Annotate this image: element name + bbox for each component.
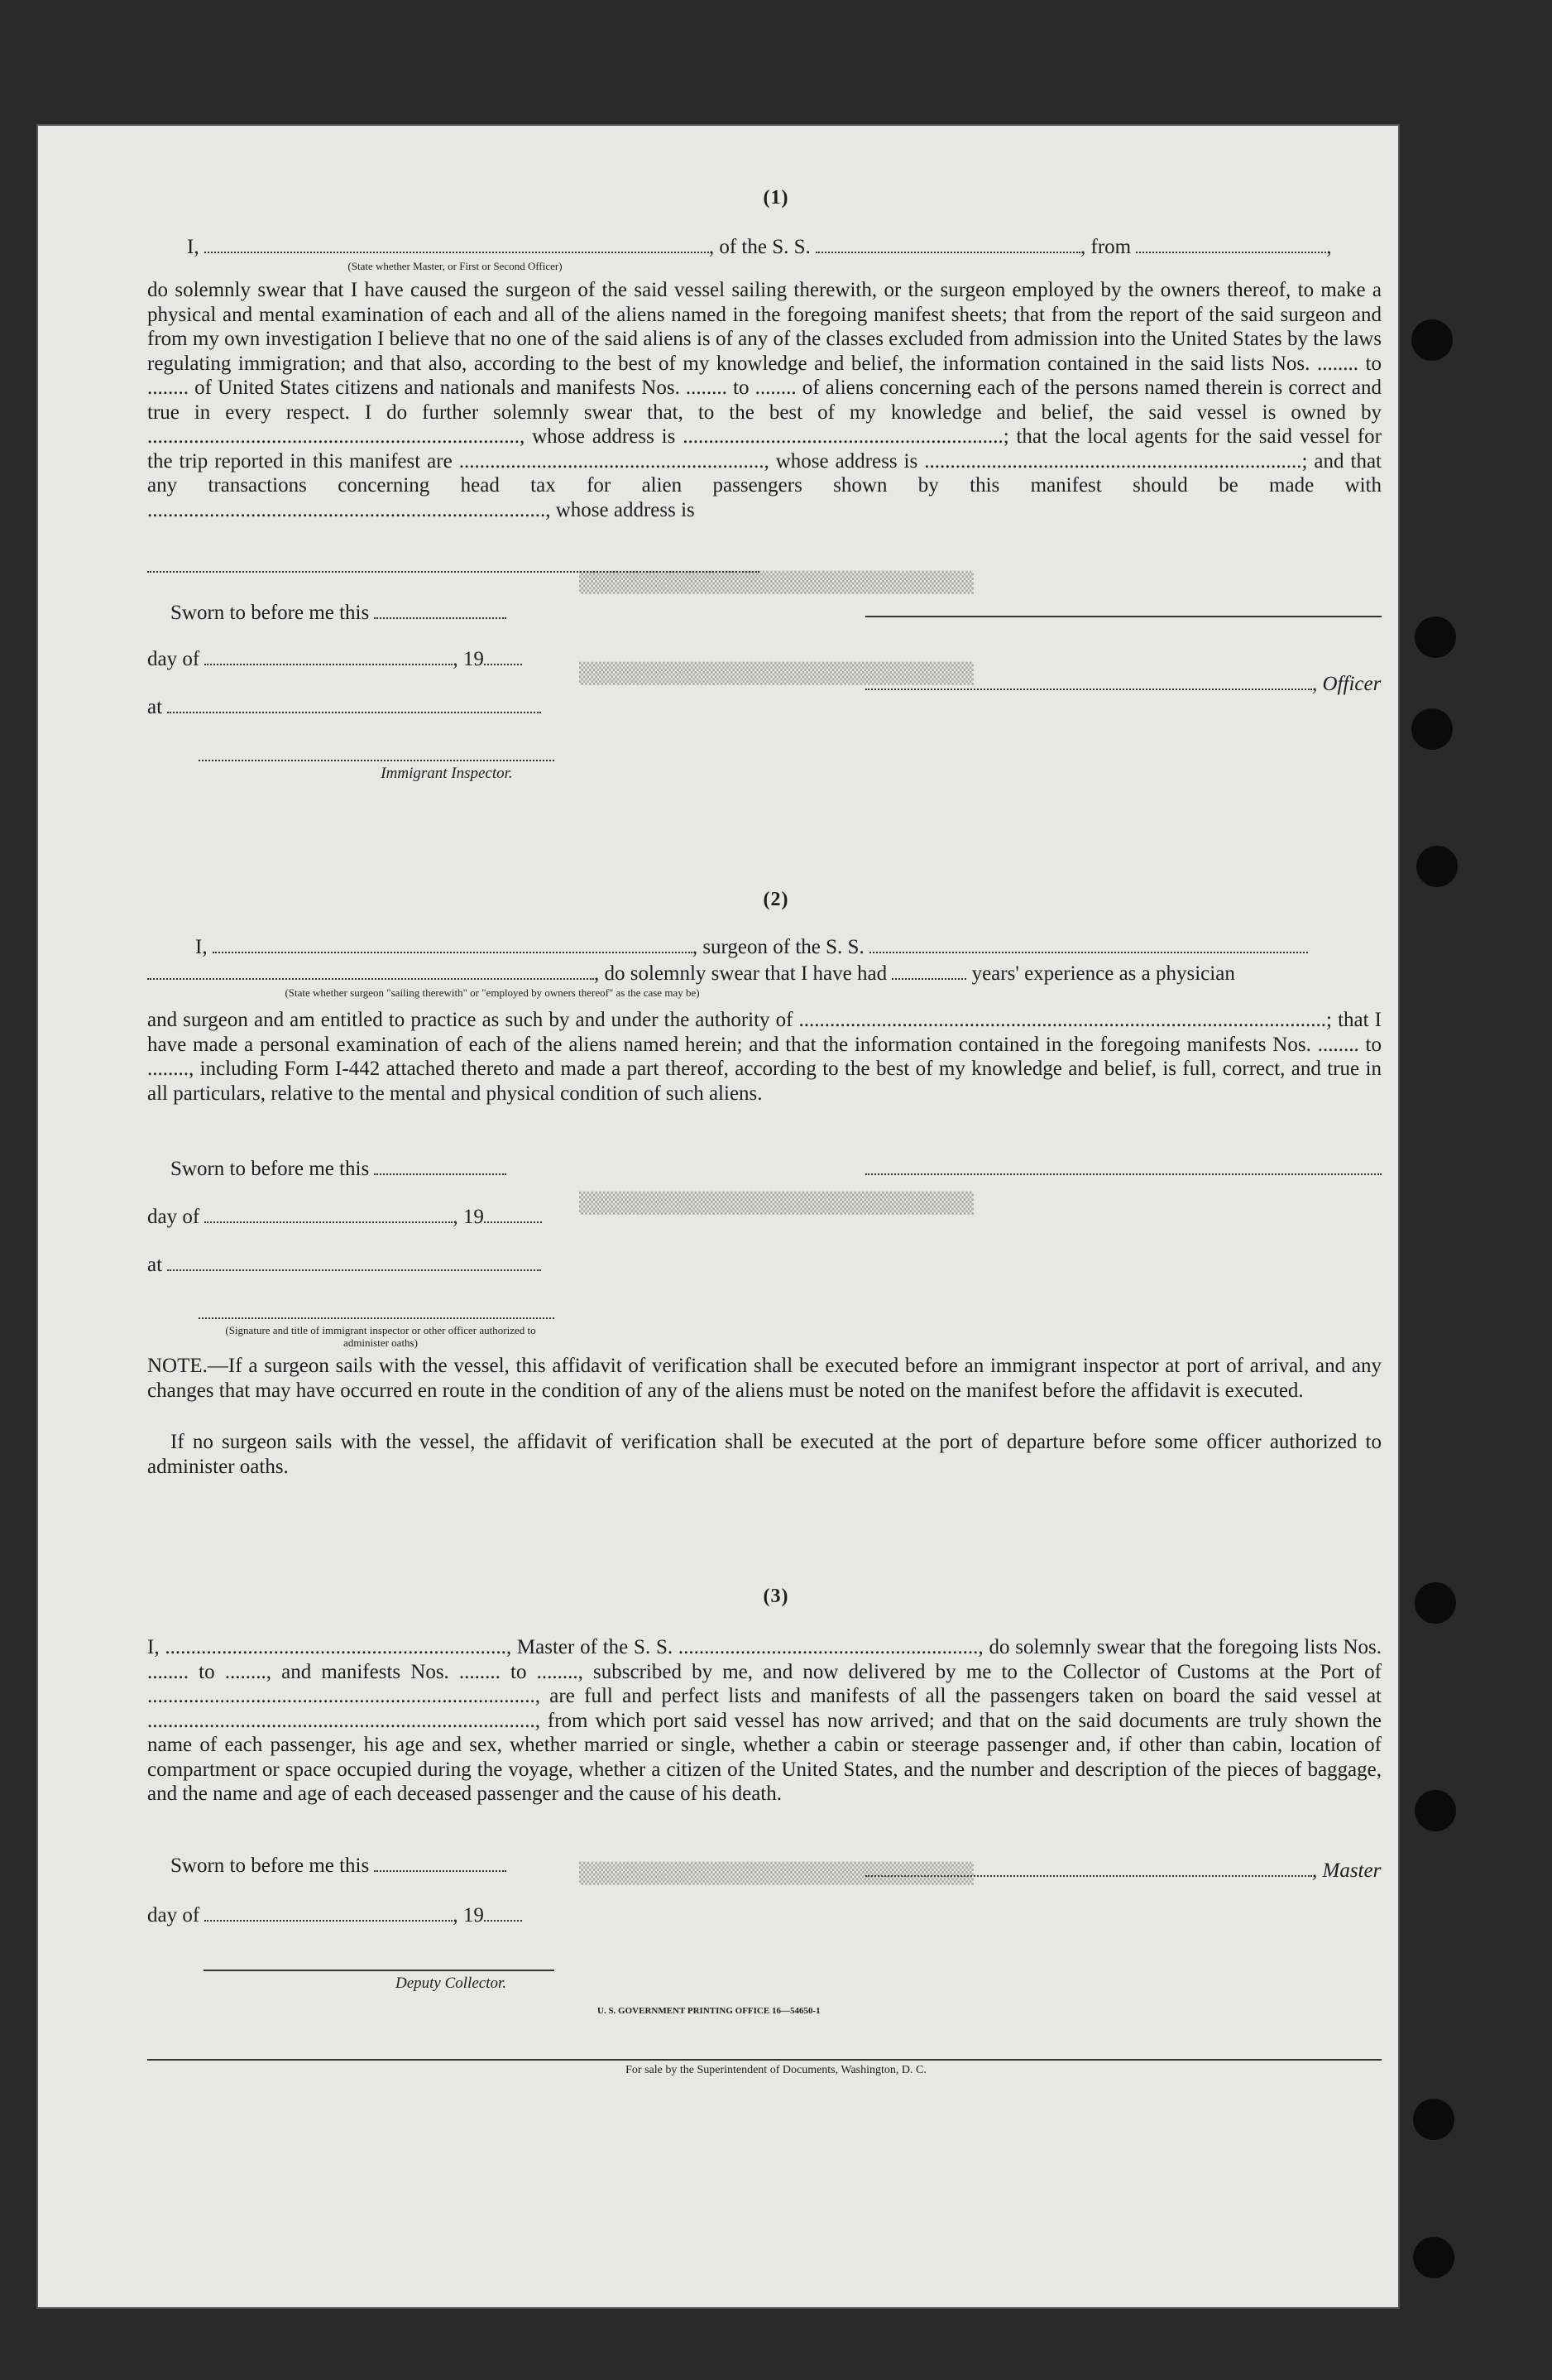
years-field[interactable] <box>892 962 966 980</box>
day-of-label: day of <box>147 1206 200 1228</box>
deputy-collector-signature-line[interactable] <box>204 1970 554 1971</box>
officer-label: , Officer <box>1312 673 1382 695</box>
day-line-1 <box>147 647 522 672</box>
address-continuation-line <box>147 571 759 573</box>
printing-office-label: U. S. GOVERNMENT PRINTING OFFICE 16—54650-1 <box>597 2006 821 2016</box>
sworn-line-1 <box>170 601 506 626</box>
surgeon-status-field[interactable] <box>147 962 594 980</box>
footer-text: For sale by the Superintendent of Documents, Washington, D. C. <box>625 2064 927 2076</box>
at-place-field[interactable] <box>167 695 541 713</box>
punch-hole <box>1415 1790 1456 1831</box>
day-line-2 <box>147 1205 542 1230</box>
comma: , <box>1326 236 1332 258</box>
surgeon-signature-line[interactable] <box>865 1173 1382 1175</box>
surgeon-name-field[interactable] <box>213 935 692 953</box>
at-label: at <box>147 1254 163 1276</box>
punch-hole <box>1411 708 1453 750</box>
section-1-heading-line <box>187 235 1332 260</box>
officer-title-line <box>865 672 1381 697</box>
surgeon-heading-line <box>195 935 1308 960</box>
from-label: , from <box>1080 236 1132 258</box>
officer-signature-field[interactable] <box>865 672 1312 690</box>
vessel-name-field[interactable] <box>816 235 1080 253</box>
deputy-collector-label: Deputy Collector. <box>395 1975 507 1992</box>
experience-label: , do solemnly swear that I have had <box>594 962 888 985</box>
bleed-through-texture: ▒▒▒▒▒▒▒▒▒▒▒▒▒▒▒▒▒▒▒▒▒▒▒▒▒▒▒▒▒▒▒▒▒ <box>579 1192 974 1215</box>
day-line-3 <box>147 1903 522 1928</box>
sworn-date-field[interactable] <box>374 1157 506 1175</box>
year-field[interactable] <box>484 1903 522 1922</box>
day-of-label: day of <box>147 648 200 670</box>
section-3-number: (3) <box>763 1586 789 1607</box>
inspector-signature-line[interactable] <box>199 760 554 761</box>
month-field[interactable] <box>204 1903 453 1922</box>
pronoun-label: I, <box>195 936 208 958</box>
surgeon-experience-line <box>147 962 1235 986</box>
punch-hole <box>1411 319 1453 361</box>
origin-port-field[interactable] <box>1136 235 1326 253</box>
officer-note: (State whether Master, or First or Second Officer) <box>347 260 563 272</box>
bleed-through-texture: ▒▒▒▒▒▒▒▒▒▒▒▒▒▒▒▒▒▒▒▒▒▒▒▒▒▒▒▒▒▒▒▒▒ <box>579 662 974 685</box>
signature-note: (Signature and title of immigrant inspector or other officer authorized to administer oaths) <box>225 1324 536 1349</box>
punch-hole <box>1415 617 1456 658</box>
at-line-2 <box>147 1253 541 1278</box>
year-label: , 19 <box>453 1904 484 1927</box>
at-label: at <box>147 696 163 718</box>
master-label: , Master <box>1312 1859 1382 1882</box>
note-paragraph-2: If no surgeon sails with the vessel, the affidavit of verification shall be executed at the port of departure before some officer authorized to administer oaths. <box>147 1431 1382 1478</box>
at-place-field[interactable] <box>167 1253 541 1271</box>
immigrant-inspector-label: Immigrant Inspector. <box>381 765 513 782</box>
section-2-number: (2) <box>763 889 789 910</box>
year-field[interactable] <box>484 647 522 665</box>
master-signature-field[interactable] <box>865 1859 1312 1877</box>
footer-rule <box>147 2059 1382 2061</box>
punch-hole <box>1413 2099 1454 2140</box>
year-label: , 19 <box>453 1206 484 1228</box>
authorized-officer-signature-line[interactable] <box>199 1317 554 1319</box>
section-1-paragraph: do solemnly swear that I have caused the surgeon of the said vessel sailing therewith, or the surgeon employed by the owners thereof, to make a physical and mental examination of each and all of the aliens named in the foregoing manifest sheets; that from the report of the said surgeon and from my own investigation I believe that no one of the said aliens is of any of the classes excluded from admission into the United States by the laws regulating immigration; and that also, according to the best of my knowledge and belief, the information contained in the said lists Nos. ........ to ........ of United States citizens and nationals and manifests Nos. ........ to ........ of aliens concerning each of the persons named therein is correct and true in every respect. I do further solemnly swear that, to the best of my knowledge and belief, the said vessel is owned by ........................................................................, whose address is ..............................................................; that the local agents for the said vessel for the trip reported in this manifest are ..........................................................., whose address is .........................................................................; and that any transactions concerning head tax for alien passengers shown by this manifest should be made with ............................................................................., whose address is <box>147 279 1382 521</box>
punch-hole <box>1416 846 1458 887</box>
bleed-through-texture: ▒▒▒▒▒▒▒▒▒▒▒▒▒▒▒▒▒▒▒▒▒▒▒▒▒▒▒▒▒▒▒▒▒ <box>579 571 974 594</box>
sworn-label: Sworn to before me this <box>170 602 370 624</box>
month-field[interactable] <box>204 647 453 665</box>
sworn-line-2 <box>170 1157 506 1182</box>
sworn-date-field[interactable] <box>374 1854 506 1872</box>
sworn-label: Sworn to before me this <box>170 1855 370 1877</box>
physician-label: years' experience as a physician <box>971 962 1235 985</box>
pronoun-label: I, <box>187 236 199 258</box>
month-field[interactable] <box>204 1205 453 1223</box>
surgeon-note: (State whether surgeon "sailing therewith" or "employed by owners thereof" as the case may be) <box>285 986 700 999</box>
surgeon-vessel-label: , surgeon of the S. S. <box>692 936 865 958</box>
officer-signature-line[interactable] <box>865 616 1382 617</box>
vessel-label: , of the S. S. <box>708 236 811 258</box>
day-of-label: day of <box>147 1904 200 1927</box>
bleed-through-texture: ▒▒▒▒▒▒▒▒▒▒▒▒▒▒▒▒▒▒▒▒▒▒▒▒▒▒▒▒▒▒▒▒▒ <box>579 1862 974 1885</box>
year-field[interactable] <box>484 1205 542 1223</box>
section-3-paragraph: I, .................................................................., Master of the S. S. .........................................................., do solemnly swear that the foregoing lists Nos. ........ to ........, and manifests Nos. ........ to ........, subscribed by me, and now delivered by me to the Collector of Customs at the Port of ..........................................................................., are full and perfect lists and manifests of all the passengers taken on board the said vessel at ..........................................................................., from which port said vessel has now arrived; and that on the said documents are truly shown the name of each passenger, his age and sex, whether married or single, whether a cabin or steerage passenger and, if other than cabin, location of compartment or space occupied during the voyage, whether a citizen of the United States, and the number and description of the pieces of baggage, and the name and age of each deceased passenger and the cause of his death. <box>147 1636 1382 1805</box>
section-1-number: (1) <box>763 187 789 209</box>
year-label: , 19 <box>453 648 484 670</box>
surgeon-vessel-field[interactable] <box>869 935 1308 953</box>
punch-hole <box>1413 2237 1454 2278</box>
at-line-1 <box>147 695 541 720</box>
section-2-paragraph: and surgeon and am entitled to practice as such by and under the authority of ......................................................................................................; that I have made a personal examination of each of the aliens named herein; and that the information contained in the foregoing manifests Nos. ........ to ........, including Form I-442 attached thereto and made a part thereof, according to the best of my knowledge and belief, is full, correct, and true in all particulars, relative to the mental and physical condition of such aliens. <box>147 1009 1382 1105</box>
sworn-date-field[interactable] <box>374 601 506 619</box>
officer-name-field[interactable] <box>204 235 709 253</box>
sworn-label: Sworn to before me this <box>170 1158 370 1180</box>
master-signature-line <box>865 1859 1381 1883</box>
sworn-line-3 <box>170 1854 506 1879</box>
note-paragraph: NOTE.—If a surgeon sails with the vessel, this affidavit of verification shall be executed before an immigrant inspector at port of arrival, and any changes that may have occurred en route in the condition of any of the aliens must be noted on the manifest before the affidavit is executed. <box>147 1355 1382 1402</box>
